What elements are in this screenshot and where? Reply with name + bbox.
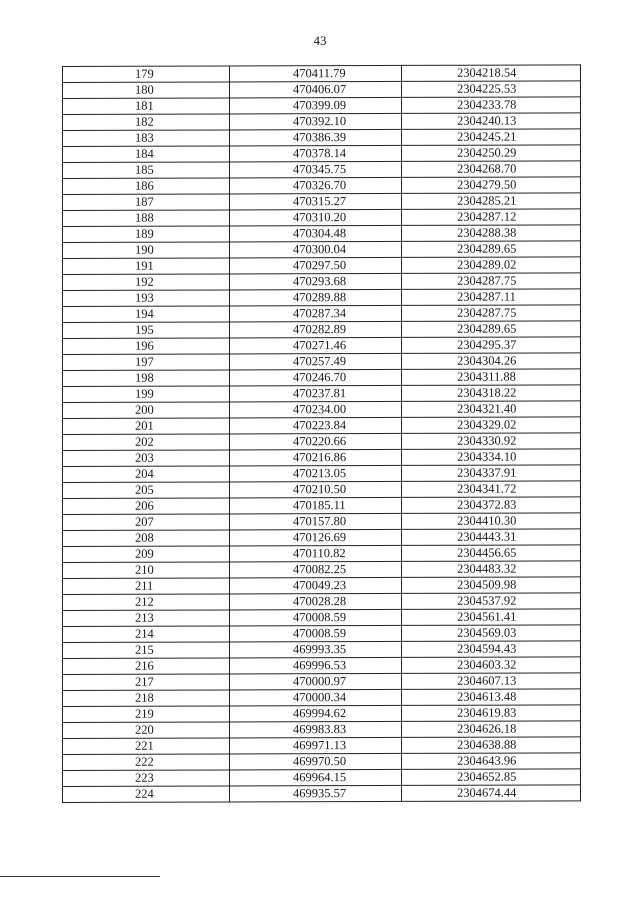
table-row: [63, 257, 581, 275]
table-row: [63, 625, 581, 643]
coordinates-table: [62, 64, 581, 803]
y-coordinate-cell: 2304483.32: [402, 561, 581, 578]
y-coordinate-cell: 2304289.02: [402, 257, 581, 274]
y-coordinate-cell: 2304287.12: [402, 209, 581, 226]
y-coordinate-cell: 2304250.29: [402, 145, 581, 162]
y-coordinate-cell: 2304652.85: [402, 769, 581, 786]
table-row: [63, 193, 581, 211]
y-coordinate-cell: 2304287.75: [402, 273, 581, 290]
point-number-cell: 181: [63, 98, 230, 115]
point-number-cell: 221: [63, 738, 230, 755]
table-row: [63, 289, 581, 307]
table-row: [63, 497, 581, 515]
x-coordinate-cell: 470282.89: [230, 321, 402, 338]
x-coordinate-cell: 470326.70: [230, 177, 402, 194]
point-number-cell: 182: [63, 114, 230, 131]
point-number-cell: 188: [63, 210, 230, 227]
table-row: [63, 81, 581, 99]
x-coordinate-cell: 470237.81: [230, 385, 402, 402]
x-coordinate-cell: 470110.82: [230, 545, 402, 562]
table-row: [63, 337, 581, 355]
table-row: [63, 545, 581, 563]
point-number-cell: 219: [63, 706, 230, 723]
y-coordinate-cell: 2304626.18: [402, 721, 581, 738]
point-number-cell: 194: [63, 306, 230, 323]
table-row: [63, 529, 581, 547]
x-coordinate-cell: 470406.07: [230, 81, 402, 98]
point-number-cell: 195: [63, 322, 230, 339]
table-row: [63, 481, 581, 499]
point-number-cell: 193: [63, 290, 230, 307]
x-coordinate-cell: 470234.00: [230, 401, 402, 418]
x-coordinate-cell: 470028.28: [230, 593, 402, 610]
page-number: 43: [313, 33, 327, 48]
point-number-cell: 198: [63, 370, 230, 387]
point-number-cell: 218: [63, 690, 230, 707]
coordinates-table-body: [63, 65, 581, 803]
x-coordinate-cell: 469983.83: [230, 721, 402, 738]
x-coordinate-cell: 470246.70: [230, 369, 402, 386]
point-number-cell: 222: [63, 754, 230, 771]
table-row: [63, 65, 581, 83]
y-coordinate-cell: 2304594.43: [402, 641, 581, 658]
table-row: [63, 593, 581, 611]
table-row: [63, 161, 581, 179]
point-number-cell: 214: [63, 626, 230, 643]
point-number-cell: 179: [63, 66, 230, 83]
y-coordinate-cell: 2304240.13: [402, 113, 581, 130]
y-coordinate-cell: 2304603.32: [402, 657, 581, 674]
table-row: [63, 401, 581, 419]
point-number-cell: 213: [63, 610, 230, 627]
point-number-cell: 202: [63, 434, 230, 451]
y-coordinate-cell: 2304285.21: [402, 193, 581, 210]
table-row: [63, 513, 581, 531]
point-number-cell: 224: [63, 786, 230, 803]
table-row: [63, 673, 581, 691]
table-row: [63, 241, 581, 259]
x-coordinate-cell: 470287.34: [230, 305, 402, 322]
x-coordinate-cell: 470345.75: [230, 161, 402, 178]
point-number-cell: 211: [63, 578, 230, 595]
table-row: [63, 705, 581, 723]
point-number-cell: 220: [63, 722, 230, 739]
table-row: [63, 113, 581, 131]
y-coordinate-cell: 2304334.10: [402, 449, 581, 466]
point-number-cell: 223: [63, 770, 230, 787]
x-coordinate-cell: 470304.48: [230, 225, 402, 242]
x-coordinate-cell: 470000.34: [230, 689, 402, 706]
table-row: [63, 385, 581, 403]
x-coordinate-cell: 470185.11: [230, 497, 402, 514]
footer-rule: [0, 876, 160, 877]
point-number-cell: 212: [63, 594, 230, 611]
table-row: [63, 97, 581, 115]
y-coordinate-cell: 2304245.21: [402, 129, 581, 146]
y-coordinate-cell: 2304643.96: [402, 753, 581, 770]
table-row: [63, 721, 581, 739]
x-coordinate-cell: 470411.79: [230, 65, 402, 82]
table-row: [63, 641, 581, 659]
point-number-cell: 209: [63, 546, 230, 563]
table-row: [63, 737, 581, 755]
y-coordinate-cell: 2304233.78: [402, 97, 581, 114]
y-coordinate-cell: 2304537.92: [402, 593, 581, 610]
y-coordinate-cell: 2304289.65: [402, 321, 581, 338]
y-coordinate-cell: 2304456.65: [402, 545, 581, 562]
table-row: [63, 369, 581, 387]
y-coordinate-cell: 2304268.70: [402, 161, 581, 178]
table-row: [63, 561, 581, 579]
y-coordinate-cell: 2304287.75: [402, 305, 581, 322]
table-row: [63, 449, 581, 467]
x-coordinate-cell: 470271.46: [230, 337, 402, 354]
x-coordinate-cell: 470126.69: [230, 529, 402, 546]
x-coordinate-cell: 470210.50: [230, 481, 402, 498]
y-coordinate-cell: 2304329.02: [402, 417, 581, 434]
y-coordinate-cell: 2304443.31: [402, 529, 581, 546]
point-number-cell: 183: [63, 130, 230, 147]
point-number-cell: 192: [63, 274, 230, 291]
y-coordinate-cell: 2304318.22: [402, 385, 581, 402]
point-number-cell: 206: [63, 498, 230, 515]
y-coordinate-cell: 2304372.83: [402, 497, 581, 514]
y-coordinate-cell: 2304341.72: [402, 481, 581, 498]
table-row: [63, 433, 581, 451]
x-coordinate-cell: 470223.84: [230, 417, 402, 434]
y-coordinate-cell: 2304304.26: [402, 353, 581, 370]
x-coordinate-cell: 470289.88: [230, 289, 402, 306]
table-row: [63, 209, 581, 227]
table-row: [63, 417, 581, 435]
point-number-cell: 197: [63, 354, 230, 371]
x-coordinate-cell: 470300.04: [230, 241, 402, 258]
point-number-cell: 205: [63, 482, 230, 499]
point-number-cell: 200: [63, 402, 230, 419]
x-coordinate-cell: 470386.39: [230, 129, 402, 146]
y-coordinate-cell: 2304295.37: [402, 337, 581, 354]
y-coordinate-cell: 2304279.50: [402, 177, 581, 194]
x-coordinate-cell: 469970.50: [230, 753, 402, 770]
x-coordinate-cell: 470157.80: [230, 513, 402, 530]
table-row: [63, 689, 581, 707]
point-number-cell: 180: [63, 82, 230, 99]
x-coordinate-cell: 469964.15: [230, 769, 402, 786]
x-coordinate-cell: 469935.57: [230, 785, 402, 802]
point-number-cell: 187: [63, 194, 230, 211]
x-coordinate-cell: 470213.05: [230, 465, 402, 482]
y-coordinate-cell: 2304569.03: [402, 625, 581, 642]
y-coordinate-cell: 2304337.91: [402, 465, 581, 482]
x-coordinate-cell: 470315.27: [230, 193, 402, 210]
y-coordinate-cell: 2304321.40: [402, 401, 581, 418]
point-number-cell: 210: [63, 562, 230, 579]
x-coordinate-cell: 469993.35: [230, 641, 402, 658]
table-row: [63, 145, 581, 163]
x-coordinate-cell: 470049.23: [230, 577, 402, 594]
x-coordinate-cell: 470297.50: [230, 257, 402, 274]
y-coordinate-cell: 2304330.92: [402, 433, 581, 450]
y-coordinate-cell: 2304674.44: [402, 785, 581, 802]
y-coordinate-cell: 2304225.53: [402, 81, 581, 98]
table-row: [63, 353, 581, 371]
y-coordinate-cell: 2304561.41: [402, 609, 581, 626]
point-number-cell: 207: [63, 514, 230, 531]
y-coordinate-cell: 2304638.88: [402, 737, 581, 754]
point-number-cell: 196: [63, 338, 230, 355]
x-coordinate-cell: 470008.59: [230, 625, 402, 642]
point-number-cell: 217: [63, 674, 230, 691]
x-coordinate-cell: 470257.49: [230, 353, 402, 370]
point-number-cell: 199: [63, 386, 230, 403]
x-coordinate-cell: 470220.66: [230, 433, 402, 450]
y-coordinate-cell: 2304287.11: [402, 289, 581, 306]
table-row: [63, 769, 581, 787]
point-number-cell: 184: [63, 146, 230, 163]
table-row: [63, 785, 581, 803]
point-number-cell: 216: [63, 658, 230, 675]
table-row: [63, 129, 581, 147]
x-coordinate-cell: 470310.20: [230, 209, 402, 226]
x-coordinate-cell: 470216.86: [230, 449, 402, 466]
table-row: [63, 305, 581, 323]
x-coordinate-cell: 470082.25: [230, 561, 402, 578]
x-coordinate-cell: 469994.62: [230, 705, 402, 722]
y-coordinate-cell: 2304288.38: [402, 225, 581, 242]
y-coordinate-cell: 2304509.98: [402, 577, 581, 594]
table-row: [63, 177, 581, 195]
y-coordinate-cell: 2304410.30: [402, 513, 581, 530]
x-coordinate-cell: 470293.68: [230, 273, 402, 290]
table-row: [63, 609, 581, 627]
x-coordinate-cell: 470399.09: [230, 97, 402, 114]
x-coordinate-cell: 469971.13: [230, 737, 402, 754]
point-number-cell: 185: [63, 162, 230, 179]
point-number-cell: 189: [63, 226, 230, 243]
x-coordinate-cell: 470008.59: [230, 609, 402, 626]
point-number-cell: 208: [63, 530, 230, 547]
x-coordinate-cell: 470000.97: [230, 673, 402, 690]
table-row: [63, 657, 581, 675]
point-number-cell: 191: [63, 258, 230, 275]
y-coordinate-cell: 2304613.48: [402, 689, 581, 706]
point-number-cell: 215: [63, 642, 230, 659]
y-coordinate-cell: 2304619.83: [402, 705, 581, 722]
x-coordinate-cell: 469996.53: [230, 657, 402, 674]
y-coordinate-cell: 2304289.65: [402, 241, 581, 258]
point-number-cell: 204: [63, 466, 230, 483]
x-coordinate-cell: 470378.14: [230, 145, 402, 162]
x-coordinate-cell: 470392.10: [230, 113, 402, 130]
table-row: [63, 577, 581, 595]
point-number-cell: 201: [63, 418, 230, 435]
table-row: [63, 321, 581, 339]
table-row: [63, 225, 581, 243]
y-coordinate-cell: 2304607.13: [402, 673, 581, 690]
point-number-cell: 203: [63, 450, 230, 467]
point-number-cell: 190: [63, 242, 230, 259]
table-row: [63, 273, 581, 291]
table-row: [63, 465, 581, 483]
table-row: [63, 753, 581, 771]
point-number-cell: 186: [63, 178, 230, 195]
y-coordinate-cell: 2304311.88: [402, 369, 581, 386]
y-coordinate-cell: 2304218.54: [402, 65, 581, 82]
